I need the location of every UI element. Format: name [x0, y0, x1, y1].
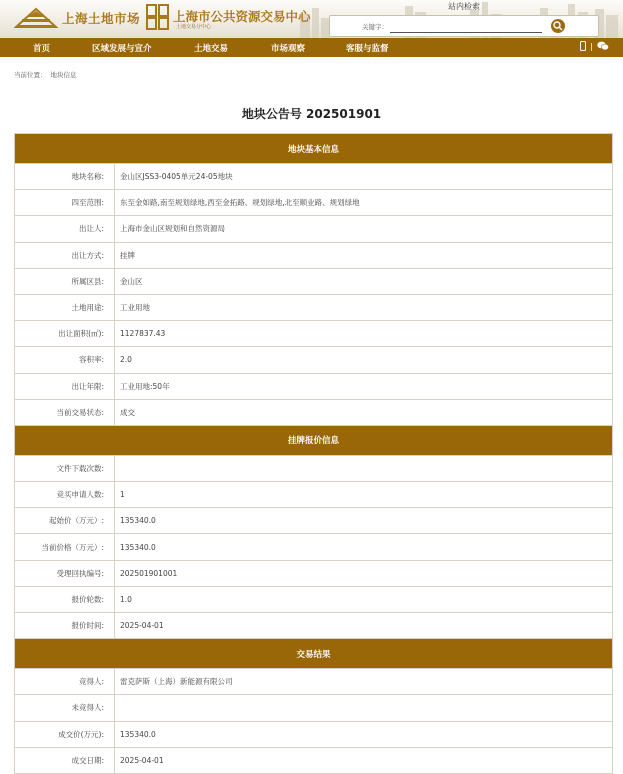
row-value: 金山区JSS3-0405单元24-05地块 [115, 164, 613, 190]
nav-item-land-trading[interactable]: 土地交易 [194, 44, 229, 54]
row-label: 出让面积(㎡): [15, 321, 115, 347]
row-label: 出让年限: [15, 373, 115, 399]
breadcrumb-prefix: 当前位置： [14, 71, 47, 79]
nav-icons [580, 41, 609, 51]
breadcrumb [14, 70, 81, 79]
section-title: 地块基本信息 [15, 134, 613, 164]
public-resource-center-logo[interactable] [146, 3, 311, 31]
table-row [15, 242, 613, 268]
row-value: 2.0 [115, 347, 613, 373]
row-value: 135340.0 [115, 508, 613, 534]
parcel-info-table [14, 133, 613, 774]
table-row [15, 747, 613, 773]
shanghai-land-market-logo[interactable] [14, 5, 140, 31]
table-row [15, 508, 613, 534]
row-value [115, 695, 613, 721]
table-row [15, 268, 613, 294]
resource-center-emblem-icon [146, 3, 170, 31]
table-row [15, 560, 613, 586]
table-row [15, 190, 613, 216]
row-label: 受理回执编号: [15, 560, 115, 586]
row-value: 1 [115, 482, 613, 508]
row-value: 202501901001 [115, 560, 613, 586]
table-row [15, 347, 613, 373]
row-value: 135340.0 [115, 534, 613, 560]
row-value [115, 455, 613, 481]
main-nav [0, 38, 623, 57]
row-label: 土地用途: [15, 294, 115, 320]
row-label: 竞得人: [15, 669, 115, 695]
row-value: 2025-04-01 [115, 747, 613, 773]
section-title: 挂牌报价信息 [15, 425, 613, 455]
row-label: 所属区县: [15, 268, 115, 294]
table-row [15, 373, 613, 399]
table-row [15, 613, 613, 639]
row-value: 上海市金山区规划和自然资源局 [115, 216, 613, 242]
table-row [15, 164, 613, 190]
row-value: 工业用地:50年 [115, 373, 613, 399]
row-label: 报价轮数: [15, 586, 115, 612]
nav-item-service-supervision[interactable]: 客服与监督 [346, 44, 389, 54]
row-value: 金山区 [115, 268, 613, 294]
table-row [15, 399, 613, 425]
nav-item-regional-development[interactable]: 区域发展与宣介 [92, 44, 152, 54]
search-icon [551, 19, 565, 33]
table-row [15, 294, 613, 320]
mobile-phone-icon[interactable] [580, 41, 586, 51]
table-row [15, 586, 613, 612]
site-search-link[interactable]: 站内检索 [448, 2, 480, 11]
row-label: 当前价格（万元）: [15, 534, 115, 560]
table-row [15, 695, 613, 721]
row-label: 当前交易状态: [15, 399, 115, 425]
nav-divider: | [590, 41, 593, 51]
row-label: 出让人: [15, 216, 115, 242]
row-label: 成交日期: [15, 747, 115, 773]
row-label: 报价时间: [15, 613, 115, 639]
logo2-title: 上海市公共资源交易中心 [173, 9, 311, 24]
row-value: 135340.0 [115, 721, 613, 747]
table-row [15, 482, 613, 508]
nav-item-market-watch[interactable]: 市场观察 [271, 44, 306, 54]
row-label: 起始价（万元）: [15, 508, 115, 534]
logo2-subtitle: 土地交易分中心 [176, 24, 212, 30]
land-market-emblem-icon [14, 5, 58, 31]
section-title: 交易结果 [15, 639, 613, 669]
table-row [15, 534, 613, 560]
section-header-row [15, 639, 613, 669]
row-label: 未竞得人: [15, 695, 115, 721]
row-label: 出让方式: [15, 242, 115, 268]
search-box [329, 15, 599, 37]
row-value: 2025-04-01 [115, 613, 613, 639]
row-label: 文件下载次数: [15, 455, 115, 481]
table-row [15, 721, 613, 747]
nav-item-home[interactable]: 首页 [33, 44, 51, 54]
header-banner [0, 0, 623, 38]
row-label: 竞买申请人数: [15, 482, 115, 508]
breadcrumb-current[interactable]: 地块信息 [50, 71, 77, 79]
table-row [15, 321, 613, 347]
row-value: 成交 [115, 399, 613, 425]
search-input[interactable] [390, 20, 542, 33]
logo1-text: 上海土地市场 [62, 11, 141, 26]
row-value: 工业用地 [115, 294, 613, 320]
row-value: 雷克萨斯（上海）新能源有限公司 [115, 669, 613, 695]
search-button[interactable] [551, 19, 565, 33]
section-header-row [15, 425, 613, 455]
row-label: 成交价(万元): [15, 721, 115, 747]
table-row [15, 669, 613, 695]
row-label: 地块名称: [15, 164, 115, 190]
table-row [15, 216, 613, 242]
row-label: 容积率: [15, 347, 115, 373]
row-value: 1127837.43 [115, 321, 613, 347]
section-header-row [15, 134, 613, 164]
row-value: 东至金如路,南至规划绿地,西至金拓路、规划绿地,北至顺业路、规划绿地 [115, 190, 613, 216]
table-row [15, 455, 613, 481]
page-title: 地块公告号 202501901 [241, 107, 382, 121]
row-value: 1.0 [115, 586, 613, 612]
row-value: 挂牌 [115, 242, 613, 268]
search-label: 关键字： [362, 23, 388, 31]
row-label: 四至范围: [15, 190, 115, 216]
wechat-icon[interactable] [597, 41, 609, 51]
